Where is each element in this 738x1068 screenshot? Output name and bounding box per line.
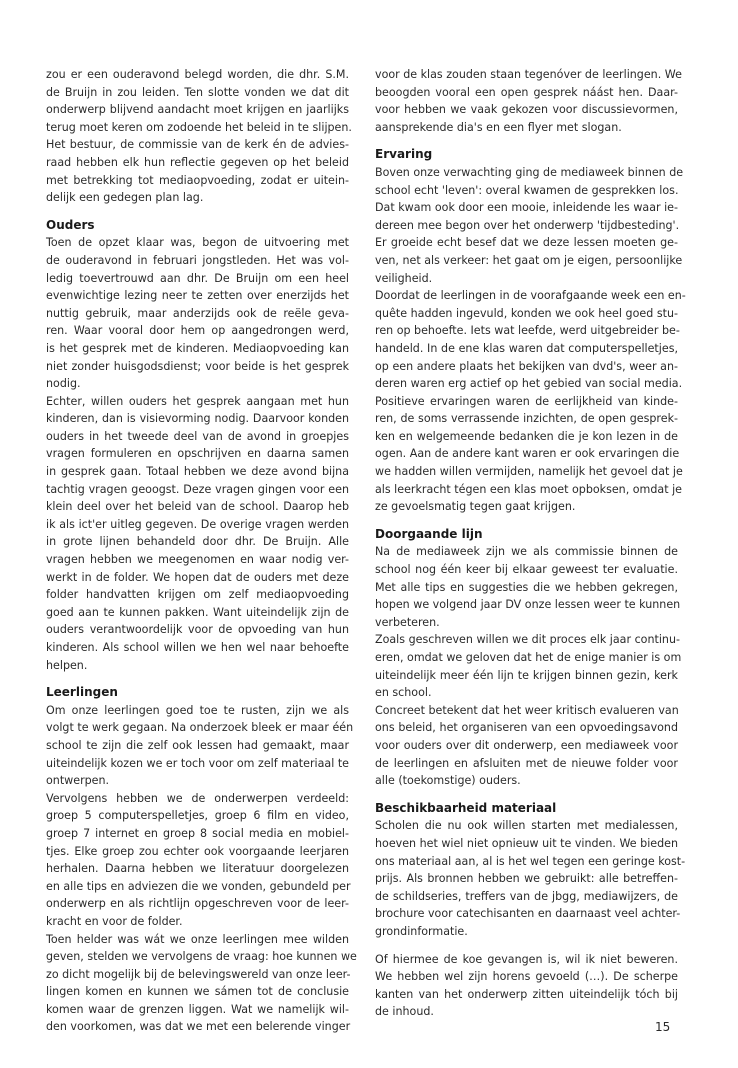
text-line: dereen mee begon over het onderwerp 'tijdbesteding'. — [375, 218, 680, 232]
text-line: hoeven het wiel niet opnieuw uit te vinden. We bieden — [375, 836, 678, 850]
section-heading-beschikbaarheid: Beschikbaarheid materiaal — [375, 800, 557, 815]
text-line: herhalen. Daarna hebben we literatuur doorgelezen — [46, 862, 349, 876]
text-line: onderwerp blijvend aandacht moet krijgen en jaarlijks — [46, 103, 349, 117]
text-line: Boven onze verwachting ging de mediaweek binnen de — [375, 165, 684, 179]
text-line: vragen formuleren en opschrijven en daarna samen — [46, 447, 349, 461]
text-line: we hadden willen vermijden, namelijk het gevoel dat je — [375, 465, 683, 479]
ervaring-section — [375, 164, 686, 516]
text-line: veiligheid. — [375, 271, 433, 285]
text-line: deren waren erg actief op het gebied van social media. — [375, 377, 683, 391]
text-line: de schildseries, treffers van de jbgg, mediawijzers, de — [375, 889, 678, 903]
text-line: den voorkomen, was dat we met een belerende vinger — [46, 1020, 351, 1034]
text-line: helpen. — [46, 658, 88, 672]
text-line: en school. — [375, 686, 432, 700]
text-line: ouders verantwoordelijk voor de opvoeding van hun — [46, 623, 349, 637]
text-line: school echt 'leven': overal kwamen de gesprekken los. — [375, 183, 679, 197]
text-line: goed aan te kunnen pakken. Want uiteindelijk zijn de — [46, 605, 349, 619]
text-line: voor ouders over dit onderwerp, een mediaweek voor — [375, 738, 678, 752]
text-line: de leerlingen en afsluiten met de nieuwe folder voor — [375, 756, 678, 770]
left-column — [46, 66, 357, 1036]
text-line: evenwichtige lezing neer te zetten over enerzijds het — [46, 289, 349, 303]
text-line: ons beleid, het organiseren van een opvoedingsavond — [375, 721, 678, 735]
leerlingen-section — [46, 702, 357, 1036]
text-line: Om onze leerlingen goed toe te rusten, zijn we als — [46, 703, 349, 717]
text-line: niet zonder huisgodsdienst; voor beide is het gesprek — [46, 359, 349, 373]
text-line: kinderen. Als school willen we hen wel naar behoefte — [46, 641, 349, 654]
text-line: Of hiermee de koe gevangen is, wil ik niet beweren. — [375, 952, 678, 966]
closing-paragraph — [375, 951, 678, 1021]
text-line: is het gesprek met de kinderen. Mediaopvoeding kan — [46, 341, 349, 355]
text-line: Na de mediaweek zijn we als commissie binnen de — [375, 545, 678, 559]
text-line: kracht en voor de folder. — [46, 914, 183, 928]
text-line: alle (toekomstige) ouders. — [375, 774, 521, 788]
text-line: uiteindelijk meer één lijn te krijgen binnen gezin, kerk — [375, 668, 678, 682]
text-line: in grote lijnen behandeld door dhr. De Bruijn. Alle — [46, 535, 349, 549]
text-line: delijk een gedegen plan lag. — [46, 191, 204, 205]
text-line: brochure voor catechisanten en daarnaast veel achter- — [375, 907, 681, 921]
text-line: Zoals geschreven willen we dit proces elk jaar continu- — [375, 633, 680, 647]
text-line: zo dicht mogelijk bij de belevingswereld van onze leer- — [46, 967, 351, 981]
text-line: op een andere plaats het bekijken van dvd's, weer an- — [375, 359, 678, 373]
text-line: komen waar de grenzen liggen. Wat we namelijk wil- — [46, 1002, 349, 1016]
text-line: vragen hebben we meegenomen en waar nodig ver- — [46, 553, 349, 567]
page-number: 15 — [655, 1020, 671, 1034]
text-line: We hebben wel zijn horens gevoeld (…). De scherpe — [375, 970, 678, 984]
text-line: in gesprek gaan. Totaal hebben we deze avond bijna — [46, 465, 349, 479]
text-line: ze gevoelsmatig tegen gaat krijgen. — [375, 500, 576, 514]
text-line: prijs. Als bronnen hebben we gebruikt: alle betreffen- — [375, 872, 678, 886]
text-line: ren op behoefte. Iets wat leefde, werd uitgebreider be- — [375, 324, 680, 338]
text-line: volgt te werk gegaan. Na onderzoek bleek er maar één — [46, 721, 354, 735]
text-line: Toen helder was wát we onze leerlingen mee wilden — [46, 932, 349, 946]
text-line: Met alle tips en suggesties die we hebben gekregen, — [375, 580, 678, 594]
text-line: Toen de opzet klaar was, begon de uitvoering met — [46, 236, 349, 250]
text-line: ik als ict'er uitleg gegeven. De overige vragen werden — [46, 517, 349, 531]
text-line: voor hebben we vaak gekozen voor discussievormen, — [375, 103, 678, 117]
text-line: tachtig vragen geoogst. Deze vragen gingen voor een — [46, 482, 349, 496]
doorgaande-lijn-section — [375, 543, 682, 789]
text-line: grondinformatie. — [375, 924, 468, 938]
text-line: Dat kwam ook door een mooie, inleidende les waar ie- — [375, 201, 678, 215]
text-line: Positieve ervaringen waren de eerlijkheid van kinde- — [375, 394, 678, 408]
text-line: school nog één keer bij elkaar geweest ter evaluatie. — [375, 563, 678, 577]
text-line: ken en welgemeende bedanken die je kon lezen in de — [375, 429, 678, 443]
text-line: de Bruijn in zou leiden. Ten slotte vonden we dat dit — [46, 85, 349, 99]
text-line: Concreet betekent dat het weer kritisch evalueren van — [375, 703, 679, 717]
continued-paragraph — [375, 66, 682, 136]
text-line: voor de klas zouden staan tegenóver de leerlingen. We — [375, 68, 682, 81]
intro-paragraph — [46, 66, 352, 207]
text-line: folder handvatten krijgen om zelf mediaopvoeding — [46, 588, 349, 602]
text-line: ledig toevertrouwd aan dhr. De Bruijn om een heel — [46, 271, 349, 285]
ouders-section — [46, 234, 349, 674]
section-heading-leerlingen: Leerlingen — [46, 685, 118, 700]
text-line: lingen komen en kunnen we sámen tot de conclusie — [46, 985, 349, 999]
text-line: kinderen, dan is visievorming nodig. Daarvoor konden — [46, 412, 349, 426]
text-line: Scholen die nu ook willen starten met medialessen, — [375, 819, 678, 833]
beschikbaarheid-section — [375, 817, 686, 940]
text-line: aansprekende dia's en een flyer met slogan. — [375, 120, 622, 134]
section-heading-ervaring: Ervaring — [375, 147, 433, 162]
text-line: ogen. Aan de andere kant waren er ook ervaringen die — [375, 447, 680, 461]
text-line: hopen we volgend jaar DV onze lessen weer te kunnen — [375, 598, 681, 612]
text-line: onderwerp en als richtlijn opgeschreven voor de leer- — [46, 897, 349, 911]
text-line: nuttig gebruik, maar anderzijds ook de reële geva- — [46, 306, 349, 320]
text-line: met betrekking tot mediaopvoeding, zodat er uitein- — [46, 173, 349, 187]
text-line: de ouderavond in februari jongstleden. Het was vol- — [46, 253, 349, 267]
text-line: klein deel over het beleid van de school. Daarop heb — [46, 500, 349, 514]
right-column — [375, 66, 686, 1021]
text-line: tjes. Elke groep zou echter ook voorgaande leerjaren — [46, 844, 349, 858]
text-line: quête hadden ingevuld, konden we ook heel goed stu- — [375, 306, 678, 320]
text-line: eren, omdat we geloven dat het de enige manier is om — [375, 651, 682, 664]
text-line: ontwerpen. — [46, 774, 110, 788]
text-line: en alle tips en adviezen die we vonden, gebundeld per — [46, 879, 351, 893]
text-line: terug moet keren om zodoende het beleid in te slijpen. — [46, 120, 352, 134]
text-line: ven, net als verkeer: het gaat om je eigen, persoonlijke — [375, 253, 683, 267]
text-line: als leerkracht tégen een klas moet opboksen, omdat je — [375, 482, 682, 496]
text-line: geven, stelden we vervolgens de vraag: hoe kunnen we — [46, 950, 357, 964]
text-line: groep 5 computerspelletjes, groep 6 film en video, — [46, 809, 349, 823]
text-line: raad hebben elk hun reflectie gegeven op het beleid — [46, 155, 349, 169]
text-line: verbeteren. — [375, 615, 440, 629]
text-line: Echter, willen ouders het gesprek aangaan met hun — [46, 394, 349, 408]
text-line: werkt in de folder. We hopen dat de ouders met deze — [46, 570, 349, 584]
section-heading-ouders: Ouders — [46, 217, 95, 232]
text-line: beoogden vooral een open gesprek náást hen. Daar- — [375, 85, 678, 99]
text-line: zou er een ouderavond belegd worden, die dhr. S.M. — [46, 68, 349, 81]
text-line: Vervolgens hebben we de onderwerpen verdeeld: — [46, 791, 349, 805]
text-line: ren, de soms verrassende inzichten, de open gesprek- — [375, 412, 678, 426]
text-line: ren. Waar vooral door hem op aangedrongen werd, — [46, 324, 349, 338]
text-line: de inhoud. — [375, 1005, 434, 1019]
text-line: ons materiaal aan, al is het wel tegen een geringe kost- — [375, 854, 686, 868]
text-line: handeld. In de ene klas waren dat computerspelletjes, — [375, 341, 678, 355]
text-line: Doordat de leerlingen in de voorafgaande week een en- — [375, 289, 686, 303]
text-line: kanten van het onderwerp zitten uiteindelijk tóch bij — [375, 987, 678, 1001]
text-line: Het bestuur, de commissie van de kerk én de advies- — [46, 138, 349, 152]
text-line: groep 7 internet en groep 8 social media en mobiel- — [46, 826, 349, 840]
text-line: ouders in het tweede deel van de avond in groepjes — [46, 429, 349, 443]
text-line: nodig. — [46, 377, 81, 391]
text-line: school te zijn die zelf ook lessen had gemaakt, maar — [46, 738, 349, 752]
text-line: uiteindelijk kozen we er toch voor om zelf materiaal te — [46, 756, 349, 770]
section-heading-doorgaande-lijn: Doorgaande lijn — [375, 526, 483, 541]
text-line: Er groeide echt besef dat we deze lessen moeten ge- — [375, 236, 678, 250]
